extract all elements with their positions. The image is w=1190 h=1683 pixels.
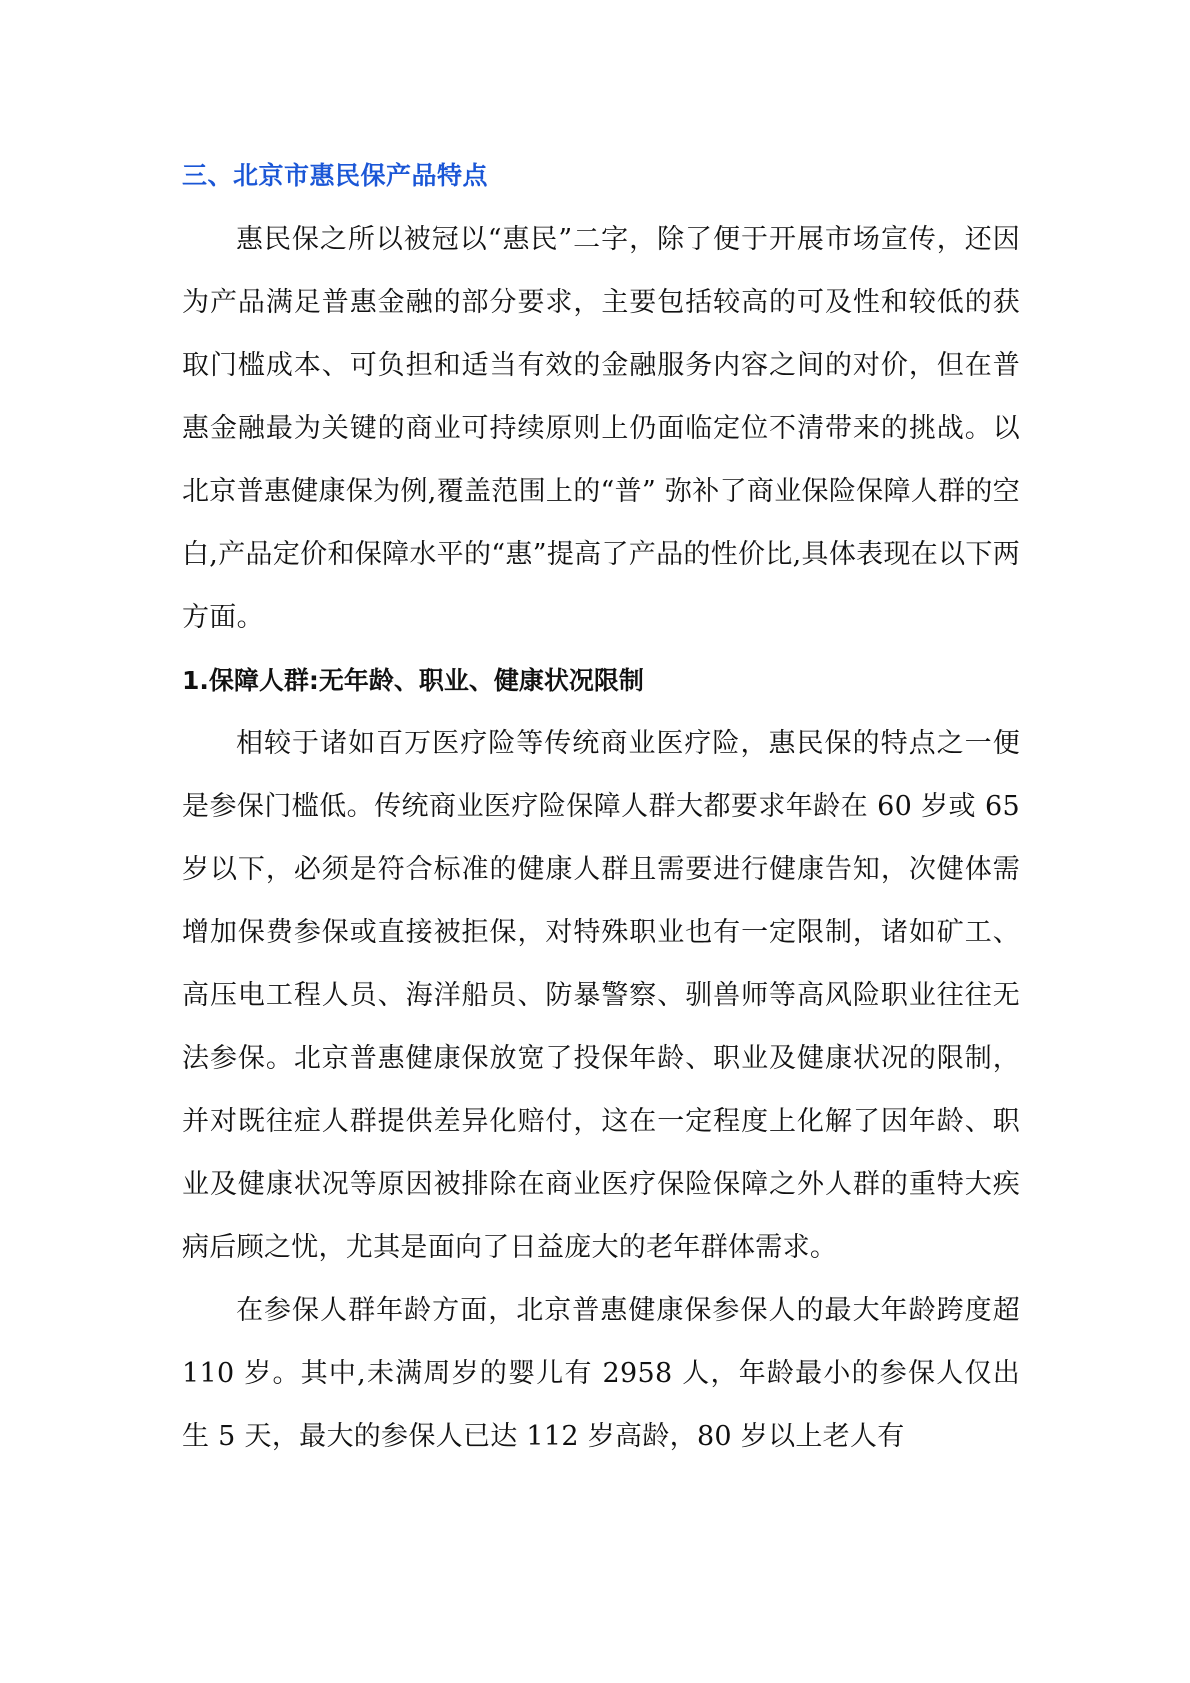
paragraph-low-threshold: 相较于诸如百万医疗险等传统商业医疗险，惠民保的特点之一便是参保门槛低。传统商业医疗险保障人群大都要求年龄在 60 岁或 65 岁以下，必须是符合标准的健康人群且需要进行健康告知，次健体需增加保费参保或直接被拒保，对特殊职业也有一定限制，诸如矿工、 高压电工程人员、海洋船员、防暴警察、驯兽师等高风险职业往往无法参保。北京普惠健康保放宽了投保年龄、职业及健康状况的限制，并对既往症人群提供差异化赔付，这在一定程度上化解了因年龄、职业及健康状况等原因被排除在商业医疗保险保障之外人群的重特大疾病后顾之忧，尤其是面向了日益庞大的老年群体需求。 xyxy=(182,728,1020,1263)
document-body xyxy=(182,150,1020,1468)
subheading-insured-population: 1.保障人群:无年龄、职业、健康状况限制 xyxy=(182,666,644,695)
paragraph-age-span: 在参保人群年龄方面，北京普惠健康保参保人的最大年龄跨度超 110 岁。其中,未满周岁的婴儿有 2958 人，年龄最小的参保人仅出生 5 天，最大的参保人已达 112 岁高龄，80 岁以上老人有 xyxy=(182,1295,1020,1452)
section-heading: 三、北京市惠民保产品特点 xyxy=(182,161,489,190)
paragraph-intro: 惠民保之所以被冠以“惠民”二字，除了便于开展市场宣传，还因为产品满足普惠金融的部分要求，主要包括较高的可及性和较低的获取门槛成本、可负担和适当有效的金融服务内容之间的对价，但在普惠金融最为关键的商业可持续原则上仍面临定位不清带来的挑战。以北京普惠健康保为例,覆盖范围上的“普” 弥补了商业保险保障人群的空白,产品定价和保障水平的“惠”提高了产品的性价比,具体表现在以下两方面。 xyxy=(182,224,1020,633)
